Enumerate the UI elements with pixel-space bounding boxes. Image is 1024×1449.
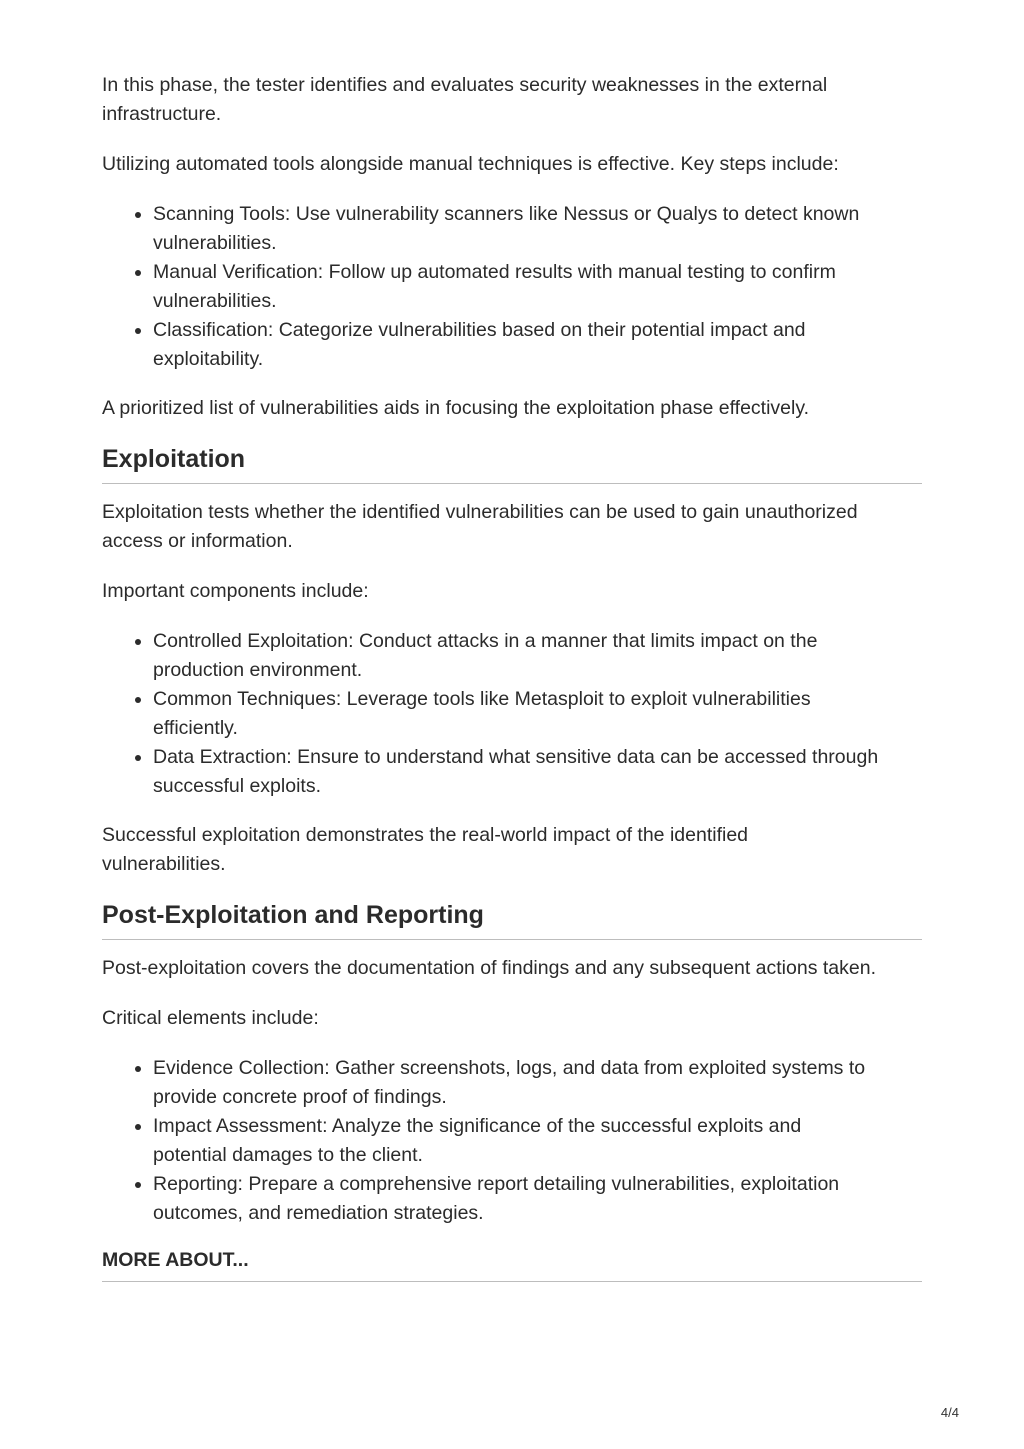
page-number: 4/4 (940, 1405, 959, 1420)
exploitation-paragraph: Exploitation tests whether the identified vulnerabilities can be used to gain unauthorized access or information. (102, 501, 858, 552)
list-item: • Data Extraction: Ensure to understand what sensitive data can be accessed through successful exploits. (153, 743, 922, 801)
exploitation-components-list (102, 627, 922, 801)
list-item: • Classification: Categorize vulnerabilities based on their potential impact and exploitability. (153, 316, 922, 374)
list-item: • Scanning Tools: Use vulnerability scanners like Nessus or Qualys to detect known vulnerabilities. (153, 200, 922, 258)
post-exploitation-elements-list (102, 1054, 922, 1228)
intro-steps-lead: Utilizing automated tools alongside manual techniques is effective. Key steps include: (102, 153, 839, 175)
post-exploitation-heading: Post-Exploitation and Reporting (102, 900, 922, 940)
list-item: • Common Techniques: Leverage tools like Metasploit to exploit vulnerabilities efficiently. (153, 685, 922, 743)
post-exploitation-paragraph: Post-exploitation covers the documentation of findings and any subsequent actions taken. (102, 957, 876, 979)
intro-summary: A prioritized list of vulnerabilities aids in focusing the exploitation phase effectively. (102, 397, 810, 419)
post-exploitation-elements-lead: Critical elements include: (102, 1007, 319, 1029)
list-item: • Manual Verification: Follow up automated results with manual testing to confirm vulnerabilities. (153, 258, 922, 316)
exploitation-heading: Exploitation (102, 444, 922, 484)
list-item: • Evidence Collection: Gather screenshots, logs, and data from exploited systems to provide concrete proof of findings. (153, 1054, 922, 1112)
more-about-heading: MORE ABOUT... (102, 1248, 922, 1282)
intro-paragraph: In this phase, the tester identifies and evaluates security weaknesses in the external infrastructure. (102, 74, 828, 125)
list-item: • Impact Assessment: Analyze the significance of the successful exploits and potential damages to the client. (153, 1112, 922, 1170)
article-body (102, 71, 922, 1282)
list-item: • Controlled Exploitation: Conduct attacks in a manner that limits impact on the production environment. (153, 627, 922, 685)
vulnerability-steps-list (102, 200, 922, 374)
exploitation-summary: Successful exploitation demonstrates the real-world impact of the identified vulnerabilities. (102, 824, 749, 875)
exploitation-components-lead: Important components include: (102, 580, 369, 602)
list-item: • Reporting: Prepare a comprehensive report detailing vulnerabilities, exploitation outcomes, and remediation strategies. (153, 1170, 922, 1228)
